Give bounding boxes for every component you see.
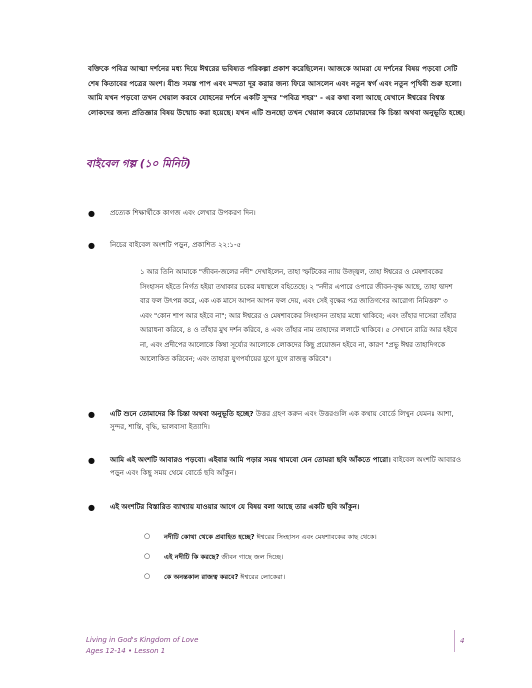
bullet-icon: ● (88, 503, 95, 512)
question: কে অনন্তকাল রাজত্ব করবে? (164, 573, 239, 581)
footer-divider (454, 630, 455, 652)
circle-bullet-icon: ○ (144, 572, 151, 580)
answer: ঈশ্বরের সিংহাসন এবং মেষশাবকের কাছ থেকে। (254, 533, 377, 541)
bold-prompt: এটি শুনে তোমাদের কি চিন্তা অথবা অনুভূতি হচ্ছে? (110, 410, 254, 418)
bold-prompt: আমি এই অংশটি আবারও পড়বো। এইবার আমি পড়ার সময় থামবো যেন তোমরা ছবি আঁকতে পারো। (110, 456, 391, 464)
intro-paragraph: বক্তিকে পবিত্র আত্মা দর্শনের মধ্য দিয়ে ঈশ্বরের ভবিষ্যত পরিকল্পা প্রকাশ করেছিলেন। আজকে আমরা যে দর্শনের বিষয় পড়বো সেটি শেষ কিতাবের পত্রের অংশ। যীশু সমস্ত পাপ এবং মন্দতা দূর করার জন্য ফিরে আসলেন এবং নতুন স্বর্গ এবং নতুন পৃথিবী শুরু হলো। আমি যখন পড়বো তখন খেয়াল করবে যোহনের দর্শনে একটি সুন্দর "পবিত্র শহর" - এর কথা বলা আছে যেখানে ঈশ্বরের বিশ্বস্ত লোকদের জন্য প্রতিজ্ঞার বিষয় উন্মোচ করা হয়েছে। যখন এটি শুনছো তখন খেয়াল করবে তোমারদের কি চিন্তা অথবা অনুভূতি হচ্ছে। (88, 64, 465, 117)
bullet-icon: ● (88, 241, 95, 250)
question: এই নদীটি কি করছে? (164, 553, 220, 561)
answer: জীবন গাছে জল দিচ্ছে। (219, 553, 284, 561)
section-title: বাইবেল গল্প (১০ মিনিট) (86, 158, 191, 170)
answer: ঈশ্বরের লোকেরা। (238, 573, 286, 581)
question: নদীটি কোথা থেকে প্রবাহিত হচ্ছে? (164, 533, 255, 541)
bullet-icon: ● (88, 209, 95, 218)
circle-bullet-icon: ○ (144, 552, 151, 560)
instruction: উত্তর গ্রহণ করুন এবং উত্তরগুলি এক কথায় বোর্ডে লিখুন যেমনঃ আশা, সুন্দর, শান্তি, বৃদ্ধি, ভালবাসা ইত্যাদি। (110, 410, 454, 431)
bullet-icon: ● (88, 410, 95, 419)
scripture-quote: ১ আর তিনি আমাকে "জীবন-জলের নদী" দেখাইলেন, তাহা স্ফটিকের ন্যায় উজ্জ্বল, তাহা ঈশ্বরের ও মেষশাবকের সিংহাসন হইতে নির্গত হইয়া তথাকার চকের মধ্যস্থলে বহিতেছে। ২ "নদীর এপারে ওপারে জীবন-বৃক্ষ আছে, তাহা দ্বাদশ বার ফল উৎপন্ন করে, এক এক মাসে আপন আপন ফল দেয়, এবং সেই বৃক্ষের পত্র জাতিগণের আরোগ্য নিমিত্তক" ৩ এবং "কোন শাপ আর হইবে না"; আর ঈশ্বরের ও মেষশাবকের সিংহাসন তাহার মধ্যে থাকিবে; এবং তাঁহার দাসেরা তাঁহার আরাধনা করিবে, ৪ ও তাঁহার মুখ দর্শন করিবে, ৪ এবং তাঁহার নাম তাহাদের ললাটে থাকিবে। ৫ সেখানে রাত্রি আর হইবে না, এবং প্রদীপের আলোকে কিম্বা সূর্য্যের আলোকে লোকদের কিছু প্রয়োজন হইবে না, কারণ "প্রভু ঈশ্বর তাহাদিগকে আলোকিত করিবেন; এবং তাহারা যুগপর্যায়ের যুগে যুগে রাজত্ব করিবে"। (140, 268, 457, 363)
circle-bullet-icon: ○ (144, 532, 151, 540)
instruction: বাইবেল অংশটি আবারও পড়ুন এবং কিছু সময় থেমে বোর্ডে ছবি আঁকুন। (110, 456, 461, 477)
footer-subtitle: Ages 12-14 • Lesson 1 (86, 647, 166, 655)
list-item-text: এই অংশটির বিস্তারিত ব্যাখ্যায় যাওয়ার আগে যে বিষয় বলা আছে তার একটি ছবি আঁকুন। (110, 503, 360, 511)
page-footer (86, 635, 198, 657)
list-item-text (110, 454, 470, 480)
list-item-text: নিচের বাইবেল অংশটি পড়ুন, প্রকাশিত ২২:১-৫ (110, 241, 242, 249)
bullet-icon: ● (88, 456, 95, 465)
list-item-text (110, 408, 470, 434)
footer-title: Living in God's Kingdom of Love (86, 636, 199, 644)
list-item-text: প্রত্যেক শিক্ষার্থীকে কাগজ এবং লেখার উপকরণ দিন। (110, 209, 256, 217)
page-number: 4 (460, 637, 465, 645)
